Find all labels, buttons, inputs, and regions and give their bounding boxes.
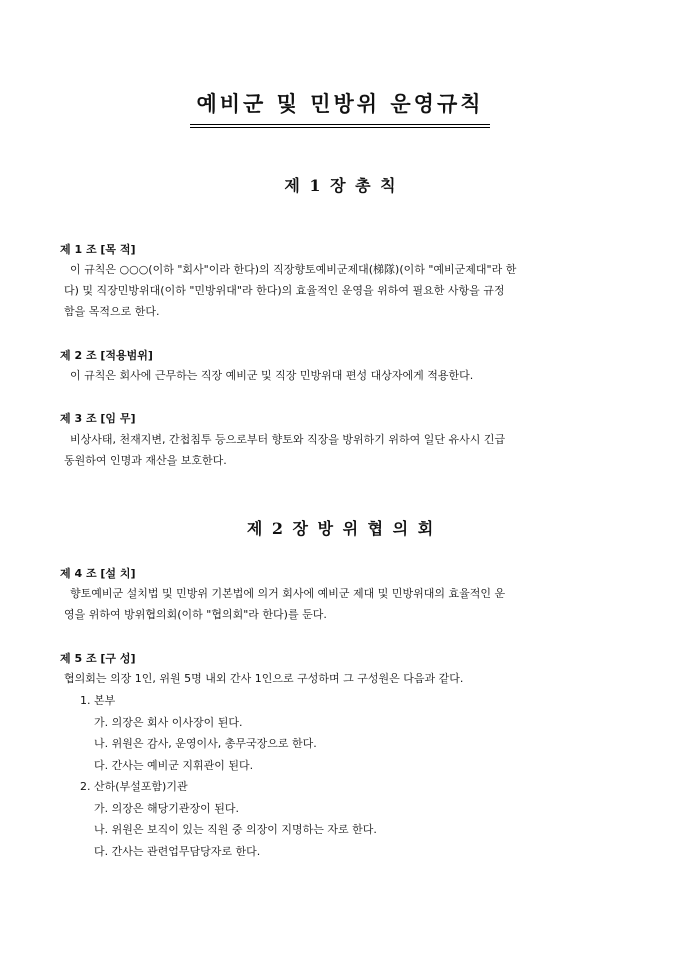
article-5-heading: 제 5 조 [구 성]	[60, 652, 136, 665]
article-5-item-2-sub: 다. 간사는 관련업무담당자로 한다.	[94, 845, 261, 858]
article-2-heading: 제 2 조 [적용범위]	[60, 349, 153, 362]
article-5-item-1-sub: 가. 의장은 회사 이사장이 된다.	[94, 716, 243, 729]
article-3-body	[64, 429, 622, 471]
article-4-line: 영을 위하여 방위협의회(이하 "협의회"라 한다)를 둔다.	[64, 608, 327, 621]
article-5-item-2-sub: 나. 위원은 보직이 있는 직원 중 의장이 지명하는 자로 한다.	[94, 823, 377, 836]
chapter-2-heading: 제 2 장 방 위 협 의 회	[246, 519, 434, 538]
article-1-line: 이 규칙은 ○○○(이하 "회사"이라 한다)의 직장향토예비군제대(梯隊)(이하 "예비군제대"라 한	[70, 263, 517, 276]
article-3-line: 비상사태, 천재지변, 간첩침투 등으로부터 향토와 직장을 방위하기 위하여 일단 유사시 긴급	[70, 433, 506, 446]
article-4-line: 향토예비군 설치법 및 민방위 기본법에 의거 회사에 예비군 제대 및 민방위대의 효율적인 운	[70, 587, 506, 600]
article-1-line: 다) 및 직장민방위대(이하 "민방위대"라 한다)의 효율적인 운영을 위하여 필요한 사항을 규정	[64, 284, 505, 297]
article-1-line: 함을 목적으로 한다.	[64, 305, 160, 318]
article-2-body	[70, 365, 622, 386]
article-5-intro: 협의회는 의장 1인, 위원 5명 내외 간사 1인으로 구성하며 그 구성원은 다음과 같다.	[64, 672, 464, 685]
chapter-1-heading: 제 1 장 총 칙	[284, 176, 396, 195]
article-5-item-2: 2. 산하(부설포함)기관	[80, 780, 188, 793]
article-5-item-1: 1. 본부	[80, 694, 116, 707]
article-2-line: 이 규칙은 회사에 근무하는 직장 예비군 및 직장 민방위대 편성 대상자에게 적용한다.	[70, 369, 474, 382]
article-3-heading: 제 3 조 [임 무]	[60, 412, 136, 425]
article-1-body	[64, 259, 622, 322]
article-3-line: 동원하여 인명과 재산을 보호한다.	[64, 454, 227, 467]
article-1-heading: 제 1 조 [목 적]	[60, 243, 136, 256]
article-5-item-1-sub: 나. 위원은 감사, 운영이사, 총무국장으로 한다.	[94, 737, 317, 750]
title-block	[0, 88, 680, 125]
article-5-item-2-sub: 가. 의장은 해당기관장이 된다.	[94, 802, 239, 815]
article-5-item-1-sub: 다. 간사는 예비군 지휘관이 된다.	[94, 759, 254, 772]
document-title: 예비군 및 민방위 운영규칙	[190, 88, 489, 125]
article-4-body	[64, 583, 622, 625]
article-4-heading: 제 4 조 [설 치]	[60, 567, 136, 580]
